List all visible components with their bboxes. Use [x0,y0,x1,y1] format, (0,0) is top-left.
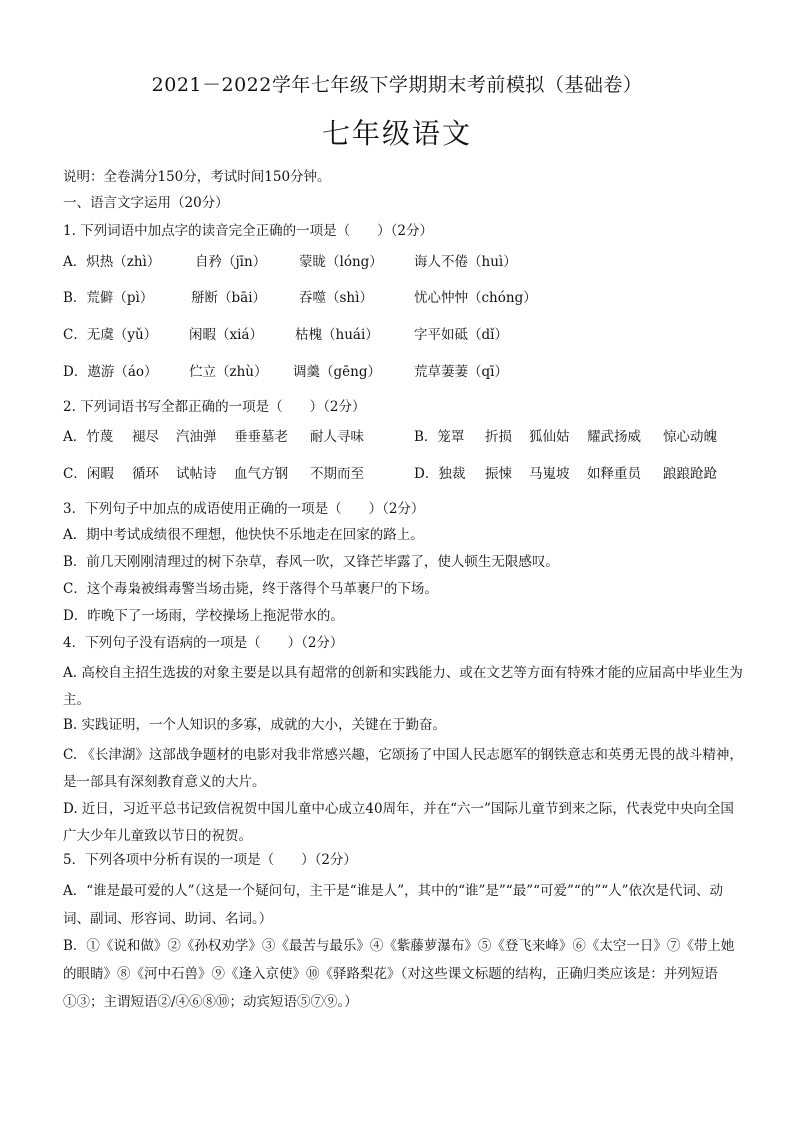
q3-option-d: D．昨晚下了一场雨，学校操场上拖泥带水的。 [63,608,344,624]
q4-option-a: A. 高校自主招生选拔的对象主要是以具有超常的创新和实践能力、或在文艺等方面有特殊才能的应届高中毕业生为主。 [63,665,743,708]
q2-c-item: 循环 [132,466,159,482]
q1-a-item: 自矜（jīn） [195,254,267,270]
q1-b-item: 吞噬（shì） [299,290,373,306]
q2-a-item: 耐人寻味 [310,429,364,445]
q5-option-b: B．①《说和做》②《孙权劝学》③《最苦与最乐》④《紫藤萝瀑布》⑤《登飞来峰》⑥《太空一日》⑦《带上她的眼睛》⑧《河中石兽》⑨《逢入京使》⑩《驿路梨花》（对这些课文标题的结构，正确归类应该是：并列短语①③；主谓短语②/④⑥⑧⑩；动宾短语⑤⑦⑨。） [63,938,735,1010]
q2-c-item: 试帖诗 [176,466,217,482]
section-heading: 一、语言文字运用（20分） [63,195,229,211]
q2-c-item: 不期而至 [310,466,364,482]
q2-stem: 2. 下列词语书写全都正确的一项是（ ）（2分） [63,399,366,415]
q1-option-a [63,252,743,272]
q1-d-item: D．遨游（áo） [63,364,158,380]
q2-a-item: 垂垂墓老 [234,429,288,445]
q1-a-item: 蒙眬（lóng） [299,254,383,270]
q4-option-b: B. 实践证明，一个人知识的多寡，成就的大小，关键在于勤奋。 [63,717,447,733]
q1-option-c [63,325,743,345]
q2-a-item: 汽油弹 [176,429,217,445]
q4-option-d: D. 近日，习近平总书记致信祝贺中国儿童中心成立40周年，并在“六一”国际儿童节到来之际，代表党中央向全国广大少年儿童致以节日的祝贺。 [63,801,734,844]
q4-stem: 4．下列句子没有语病的一项是（ ）（2分） [63,635,344,651]
q2-c-item: C．闲暇 [63,466,114,482]
q3-option-b: B．前几天刚刚清理过的树下杂草，春风一吹，又锋芒毕露了，使人顿生无限感叹。 [63,554,559,570]
q3-option-c: C．这个毒枭被缉毒警当场击毙，终于落得个马革裹尸的下场。 [63,581,438,597]
q1-d-item: 伫立（zhù） [189,364,268,380]
exam-title: 2021－2022学年七年级下学期期末考前模拟（基础卷） [151,74,643,96]
q4-option-c: C. 《长津湖》这部战争题材的电影对我非常感兴趣，它颂扬了中国人民志愿军的钢铁意志和英勇无畏的战斗精神，是一部具有深刻教育意义的大片。 [63,747,743,790]
q1-option-b [63,288,743,308]
exam-note: 说明：全卷满分150分，考试时间150分钟。 [63,169,331,185]
q2-b-item: 惊心动魄 [663,429,717,445]
q1-b-item: 忧心忡忡（chóng） [414,290,537,306]
q5-stem: 5．下列各项中分析有误的一项是（ ）（2分） [63,852,357,868]
q1-b-item: 掰断（bāi） [191,290,267,306]
q2-d-item: 踉踉跄跄 [663,466,717,482]
q1-d-item: 调羹（gēng） [293,364,381,380]
q2-b-item: 狐仙姑 [529,429,570,445]
q2-d-item: D．独裁 [414,466,466,482]
q1-option-d [63,362,743,382]
q2-a-item: A．竹蔑 [63,429,114,445]
q1-b-item: B．荒僻（pì） [63,290,154,306]
q1-c-item: C．无虞（yǔ） [63,327,158,343]
q1-stem: 1. 下列词语中加点字的读音完全正确的一项是（ ）（2分） [63,223,434,239]
q1-c-item: 字平如砥（dǐ） [414,327,508,343]
q2-options-cd [63,464,743,484]
q2-d-item: 振悚 [485,466,512,482]
q2-options-ab [63,427,743,447]
q1-c-item: 闲暇（xiá） [189,327,263,343]
q2-d-item: 马嵬坡 [529,466,570,482]
q3-option-a: A．期中考试成绩很不理想，他快快不乐地走在回家的路上。 [63,527,424,543]
q1-d-item: 荒草萋萋（qī） [414,364,508,380]
q5-option-a: A．“谁是最可爱的人”（这是一个疑问句，主干是“谁是人”，其中的“谁”是”“最”“可爱”“的”“人”依次是代词、动词、副词、形容词、助词、名词。） [63,883,724,927]
q2-c-item: 血气方钢 [234,466,288,482]
q2-a-item: 褪尽 [132,429,159,445]
q1-a-item: 诲人不倦（huì） [414,254,517,270]
q2-d-item: 如释重员 [587,466,641,482]
q1-c-item: 枯槐（huái） [295,327,379,343]
q2-b-item: 耀武扬威 [587,429,641,445]
subject-title: 七年级语文 [321,117,472,150]
q2-b-item: 折损 [485,429,512,445]
q3-stem: 3．下列句子中加点的成语使用正确的一项是（ ）（2分） [63,501,425,517]
q2-b-item: B．笼罩 [414,429,465,445]
q1-a-item: A．炽热（zhì） [63,254,161,270]
